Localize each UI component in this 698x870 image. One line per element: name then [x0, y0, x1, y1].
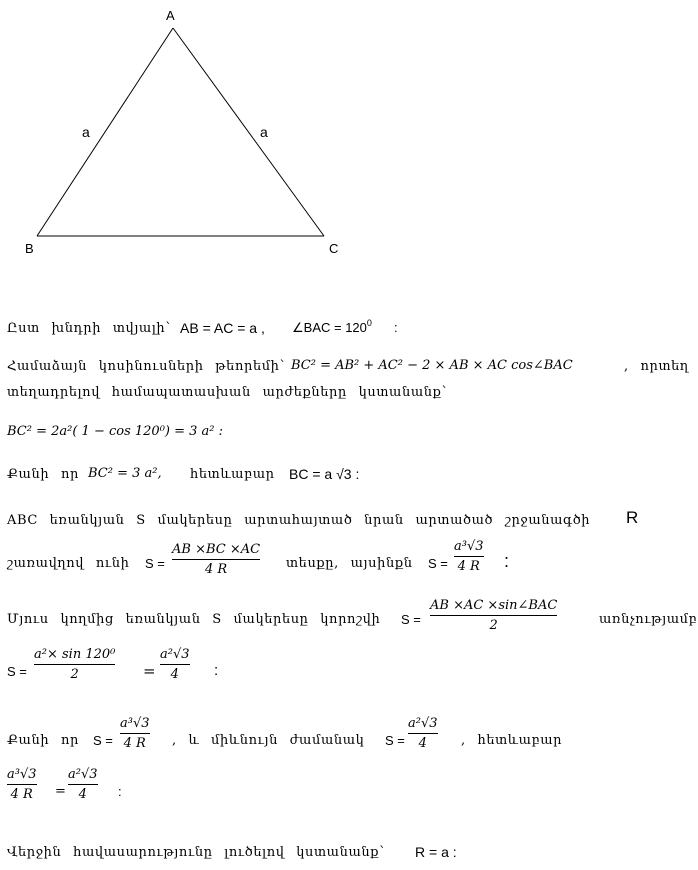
colon-1: :: [504, 551, 510, 571]
side-ac-label: a: [260, 124, 268, 140]
area-fraction-a3: [454, 539, 484, 575]
area-circumradius-text: ABC եռանկյան S մակերեսը արտահայտած նրան արտածած շրջանագծի: [7, 513, 591, 528]
area-fraction-abc-num: AB ×BC ×AC: [172, 542, 261, 557]
cosine-theorem-tail: , որտեղ: [624, 359, 689, 374]
simultaneously-text: , և միևնույն ժամանակ: [172, 733, 365, 748]
area-s-label-6: S =: [385, 733, 405, 748]
substitution-text: տեղադրելով համապատասխան արժեքները կստանանք՝: [7, 385, 447, 400]
side-ac-line: [173, 28, 324, 236]
final-fraction-left: [7, 767, 37, 803]
equals-1: =: [143, 662, 156, 680]
area-fraction-sin: [430, 598, 557, 634]
area-fraction-result-den: 4: [170, 667, 179, 682]
bc-result: BC = a √3 :: [289, 466, 360, 482]
final-fraction-left-num: a³√3: [7, 767, 37, 782]
colon-3: :: [118, 784, 122, 799]
side-ab-line: [37, 28, 173, 236]
vertex-a-label: A: [166, 8, 175, 23]
equation-fraction-left: [120, 716, 150, 752]
equation-fraction-right-den: 4: [418, 736, 427, 751]
equation-fraction-left-num: a³√3: [120, 716, 150, 731]
area-fraction-abc-den: 4 R: [204, 562, 228, 577]
radius-symbol: R: [626, 508, 639, 527]
equation-fraction-right: [408, 716, 438, 752]
final-fraction-right: [68, 767, 98, 803]
area-fraction-result: [160, 647, 190, 683]
given-angle: ∠BAC = $120^0$: [292, 318, 372, 335]
form-text: տեսքը, այսինքն: [286, 556, 413, 571]
given-end: :: [394, 320, 398, 335]
therefore-text: հետևաբար: [190, 467, 275, 482]
vertex-c-label: C: [329, 241, 339, 256]
side-ab-label: a: [82, 124, 90, 140]
therefore-text-2: , հետևաբար: [461, 733, 563, 748]
equation-fraction-left-den: 4 R: [123, 736, 146, 751]
bc-squared-value: BC² = 3 a²,: [88, 466, 162, 481]
area-fraction-a3-num: a³√3: [454, 539, 484, 554]
area-s-label-1: S =: [145, 556, 165, 571]
since-text-2: Քանի որ: [7, 733, 79, 748]
area-s-label-2: S =: [428, 556, 448, 571]
radius-text: շառավղով ունի: [7, 556, 130, 571]
triangle-figure: [0, 0, 698, 270]
other-side-text: Մյուս կողմից եռանկյան S մակերեսը կորոշվի: [7, 612, 381, 627]
conclusion-text: Վերջին հավասարությունը լուծելով կստանանք՝: [7, 845, 385, 860]
area-s-label-5: S =: [93, 733, 113, 748]
vertex-b-label: B: [25, 241, 34, 256]
area-fraction-sin-num: AB ×AC ×sin∠BAC: [430, 598, 558, 613]
area-fraction-abc: [172, 542, 260, 578]
area-fraction-sin120-num: a²× sin 120⁰: [34, 647, 116, 662]
area-fraction-sin-den: 2: [489, 618, 498, 633]
area-fraction-a3-den: 4 R: [457, 559, 480, 574]
given-intro: Ըստ խնդրի տվյալի՝: [7, 321, 171, 336]
area-s-label-4: S =: [7, 664, 27, 679]
final-fraction-right-num: a²√3: [68, 767, 98, 782]
final-fraction-right-den: 4: [78, 787, 87, 802]
area-fraction-sin120-den: 2: [70, 667, 79, 682]
final-fraction-left-den: 4 R: [10, 787, 33, 802]
cosine-theorem-intro: Համաձայն կոսինուսների թեորեմի՝: [7, 359, 285, 374]
equals-2: =: [55, 784, 66, 799]
given-sides: AB = AC = a ,: [180, 320, 265, 336]
since-text: Քանի որ: [7, 467, 79, 482]
area-s-label-3: S =: [401, 612, 421, 627]
area-fraction-result-num: a²√3: [160, 647, 190, 662]
colon-2: :: [214, 662, 219, 679]
equation-fraction-right-num: a²√3: [408, 716, 438, 731]
bc-squared-formula: BC² = 2a²( 1 − cos 120⁰) = 3 a² :: [7, 424, 224, 439]
cosine-theorem-formula: BC² = AB² + AC² − 2 × AB × AC cos∠BAC: [291, 358, 573, 373]
area-fraction-sin120: [34, 647, 115, 683]
radius-result: R = a :: [415, 844, 457, 860]
relation-text: առնչությամբ: [599, 612, 698, 627]
